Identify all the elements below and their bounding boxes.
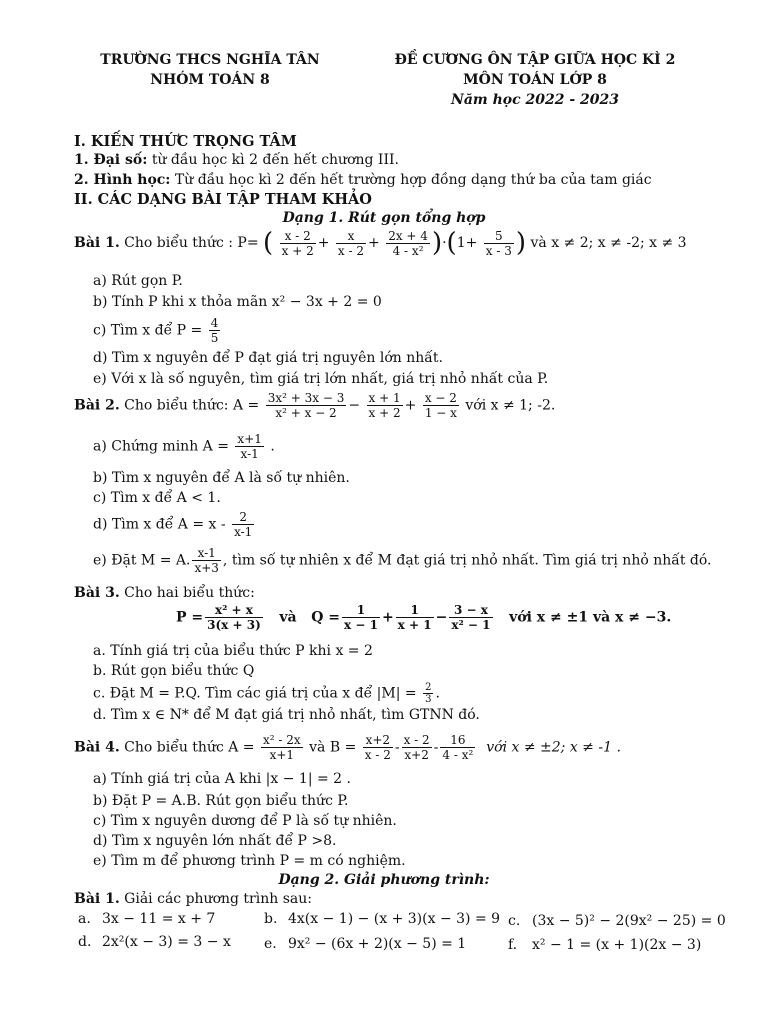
equation-f: f. x² − 1 = (x + 1)(2x − 3) [508, 937, 702, 953]
dang-2-bai-1-statement: Bài 1. Giải các phương trình sau: [74, 891, 312, 907]
bai-3-expressions: P = $\frac{\text{x² + x}}{3(x + 3)}$ và Q = $\frac{1}{x - 1}$ + $\frac{1}{x + 1}$ − $\frac{3 - x}{\text{x² − 1}}$ với x ≠ ±1 và x ≠ −3. [176, 603, 672, 632]
section-1-item-1: 1. Đại số: từ đầu học kì 2 đến hết chương III. [74, 152, 399, 168]
bai-1-part-e: e) Với x là số nguyên, tìm giá trị lớn nhất, giá trị nhỏ nhất của P. [93, 371, 549, 387]
bai-2-part-a: a) Chứng minh A = $\frac{x+1}{x-1}$ . [93, 432, 275, 461]
section-1-title: I. KIẾN THỨC TRỌNG TÂM [74, 133, 297, 150]
bai-1-statement: Bài 1. Cho biểu thức : P= ( $\frac{x - 2}{x + 2}$ + $\frac{x}{x - 2}$ + $\frac{2x + 4}{\text{4 - x²}}$ )·(1+ $\frac{5}{x - 3}$ ) và x ≠ 2; x ≠ -2; x ≠ 3 [74, 228, 687, 258]
section-2-title: II. CÁC DẠNG BÀI TẬP THAM KHẢO [74, 191, 372, 208]
bai-2-statement: Bài 2. Cho biểu thức: A = $\frac{\text{3x² + 3x − 3}}{\text{x² + x − 2}}$ − $\frac{x + 1}{x + 2}$ + $\frac{x - 2}{1 - x}$ với x ≠ 1; -2. [74, 391, 556, 420]
subject-title: MÔN TOÁN LỚP 8 [463, 72, 607, 88]
bai-2-part-d: d) Tìm x để A = x - $\frac{2}{x-1}$ [93, 510, 253, 539]
bai-1-part-d: d) Tìm x nguyên để P đạt giá trị nguyên lớn nhất. [93, 350, 443, 366]
bai-3-part-a: a. Tính giá trị của biểu thức P khi x = 2 [93, 643, 373, 659]
bai-3-part-c: c. Đặt M = P.Q. Tìm các giá trị của x để |M| = $\frac{2}{3}$ . [93, 682, 440, 705]
school-name: TRƯỜNG THCS NGHĨA TÂN [100, 52, 320, 68]
bai-3-part-b: b. Rút gọn biểu thức Q [93, 663, 255, 679]
equation-d: d. 2x²(x − 3) = 3 − x [78, 934, 231, 950]
bai-3-statement: Bài 3. Cho hai biểu thức: [74, 585, 255, 601]
section-1-item-2: 2. Hình học: Từ đầu học kì 2 đến hết trường hợp đồng dạng thứ ba của tam giác [74, 172, 652, 188]
bai-1-part-c: c) Tìm x để P = $\frac{4}{5}$ [93, 316, 219, 345]
bai-2-part-e: e) Đặt M = A. $\frac{x-1}{x+3}$ , tìm số tự nhiên x để M đạt giá trị nhỏ nhất. Tìm giá trị nhỏ nhất đó. [93, 546, 712, 575]
bai-4-part-a: a) Tính giá trị của A khi |x − 1| = 2 . [93, 771, 351, 787]
bai-4-part-b: b) Đặt P = A.B. Rút gọn biểu thức P. [93, 793, 349, 809]
dang-1-heading: Dạng 1. Rút gọn tổng hợp [282, 210, 486, 226]
bai-1-part-b: b) Tính P khi x thỏa mãn x² − 3x + 2 = 0 [93, 294, 382, 310]
bai-4-part-d: d) Tìm x nguyên lớn nhất để P >8. [93, 833, 337, 849]
bai-2-part-b: b) Tìm x nguyên để A là số tự nhiên. [93, 470, 350, 486]
group-name: NHÓM TOÁN 8 [150, 72, 270, 88]
equation-c: c. (3x − 5)² − 2(9x² − 25) = 0 [508, 913, 726, 929]
school-year: Năm học 2022 - 2023 [451, 92, 619, 108]
equation-e: e. 9x² − (6x + 2)(x − 5) = 1 [264, 936, 467, 952]
bai-4-part-c: c) Tìm x nguyên dương để P là số tự nhiên. [93, 813, 397, 829]
bai-1-part-a: a) Rút gọn P. [93, 273, 183, 289]
dang-2-heading: Dạng 2. Giải phương trình: [278, 872, 490, 888]
bai-3-part-d: d. Tìm x ∈ N* để M đạt giá trị nhỏ nhất, tìm GTNN đó. [93, 707, 480, 723]
document-title: ĐỀ CƯƠNG ÔN TẬP GIỮA HỌC KÌ 2 [394, 52, 676, 68]
bai-4-statement: Bài 4. Cho biểu thức A = $\frac{\text{x² - 2x}}{x+1}$ và B = $\frac{x+2}{x - 2}$ - $\frac{x - 2}{x+2}$ - $\frac{16}{\text{4 - x²}}$ với x ≠ ±2; x ≠ -1 . [74, 733, 621, 762]
bai-2-part-c: c) Tìm x để A < 1. [93, 490, 221, 506]
equation-a: a. 3x − 11 = x + 7 [78, 911, 216, 927]
bai-4-part-e: e) Tìm m để phương trình P = m có nghiệm. [93, 853, 406, 869]
equation-b: b. 4x(x − 1) − (x + 3)(x − 3) = 9 [264, 911, 501, 927]
